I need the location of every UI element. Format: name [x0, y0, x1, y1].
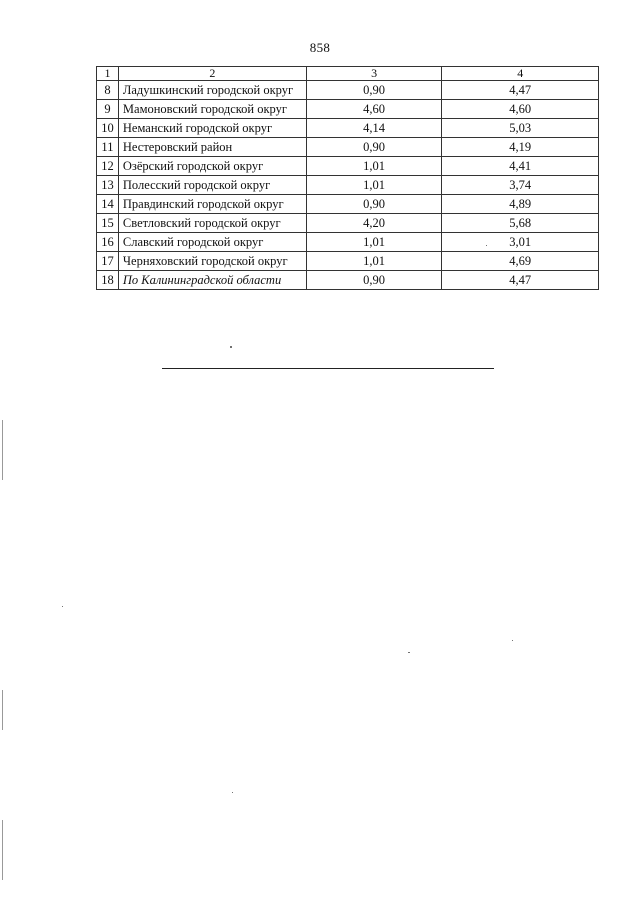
value-column-4: 4,89	[442, 195, 599, 214]
row-number: 11	[97, 138, 119, 157]
scan-speck	[62, 606, 63, 607]
value-column-3: 1,01	[306, 176, 442, 195]
district-name: Славский городской округ	[118, 233, 306, 252]
table-header-row	[97, 67, 599, 81]
row-number: 18	[97, 271, 119, 290]
value-column-3: 0,90	[306, 138, 442, 157]
page-number: 858	[309, 40, 331, 55]
scan-speck	[512, 640, 513, 641]
row-number: 8	[97, 81, 119, 100]
table-row	[97, 233, 599, 252]
row-number: 15	[97, 214, 119, 233]
value-column-4: 3,01	[442, 233, 599, 252]
table-row-total	[97, 271, 599, 290]
table-row	[97, 214, 599, 233]
column-header-1: 1	[97, 67, 119, 81]
column-header-3: 3	[306, 67, 442, 81]
row-number: 12	[97, 157, 119, 176]
value-column-3: 0,90	[306, 195, 442, 214]
district-name: Нестеровский район	[118, 138, 306, 157]
region-total-name: По Калининградской области	[118, 271, 306, 290]
value-column-4: 4,60	[442, 100, 599, 119]
value-column-3: 0,90	[306, 271, 442, 290]
scan-speck	[232, 792, 233, 793]
table-row	[97, 252, 599, 271]
value-column-4: 5,03	[442, 119, 599, 138]
row-number: 17	[97, 252, 119, 271]
value-column-3: 1,01	[306, 233, 442, 252]
value-column-4: 4,69	[442, 252, 599, 271]
scan-margin-line	[2, 820, 3, 880]
district-name: Мамоновский городской округ	[118, 100, 306, 119]
row-number: 10	[97, 119, 119, 138]
district-name: Черняховский городской округ	[118, 252, 306, 271]
district-name: Светловский городской округ	[118, 214, 306, 233]
table-row	[97, 157, 599, 176]
row-number: 16	[97, 233, 119, 252]
scan-speck	[230, 346, 232, 348]
district-name: Полесский городской округ	[118, 176, 306, 195]
value-column-3: 1,01	[306, 157, 442, 176]
table-row	[97, 119, 599, 138]
value-column-3: 4,20	[306, 214, 442, 233]
row-number: 14	[97, 195, 119, 214]
value-column-3: 0,90	[306, 81, 442, 100]
data-table	[96, 66, 599, 290]
row-number: 9	[97, 100, 119, 119]
value-column-4: 4,47	[442, 271, 599, 290]
scan-speck	[408, 652, 410, 653]
column-header-4: 4	[442, 67, 599, 81]
value-column-4: 5,68	[442, 214, 599, 233]
column-header-2: 2	[118, 67, 306, 81]
district-name: Неманский городской округ	[118, 119, 306, 138]
district-name: Правдинский городской округ	[118, 195, 306, 214]
scan-speck	[486, 245, 487, 246]
table-row	[97, 176, 599, 195]
table-row	[97, 195, 599, 214]
table-row	[97, 81, 599, 100]
value-column-4: 3,74	[442, 176, 599, 195]
row-number: 13	[97, 176, 119, 195]
table-row	[97, 100, 599, 119]
scan-margin-line	[2, 420, 3, 480]
district-name: Озёрский городской округ	[118, 157, 306, 176]
value-column-3: 4,60	[306, 100, 442, 119]
district-name: Ладушкинский городской округ	[118, 81, 306, 100]
value-column-3: 1,01	[306, 252, 442, 271]
value-column-3: 4,14	[306, 119, 442, 138]
scan-margin-line	[2, 690, 3, 730]
table-row	[97, 138, 599, 157]
value-column-4: 4,41	[442, 157, 599, 176]
end-of-table-rule	[162, 368, 494, 369]
value-column-4: 4,47	[442, 81, 599, 100]
value-column-4: 4,19	[442, 138, 599, 157]
